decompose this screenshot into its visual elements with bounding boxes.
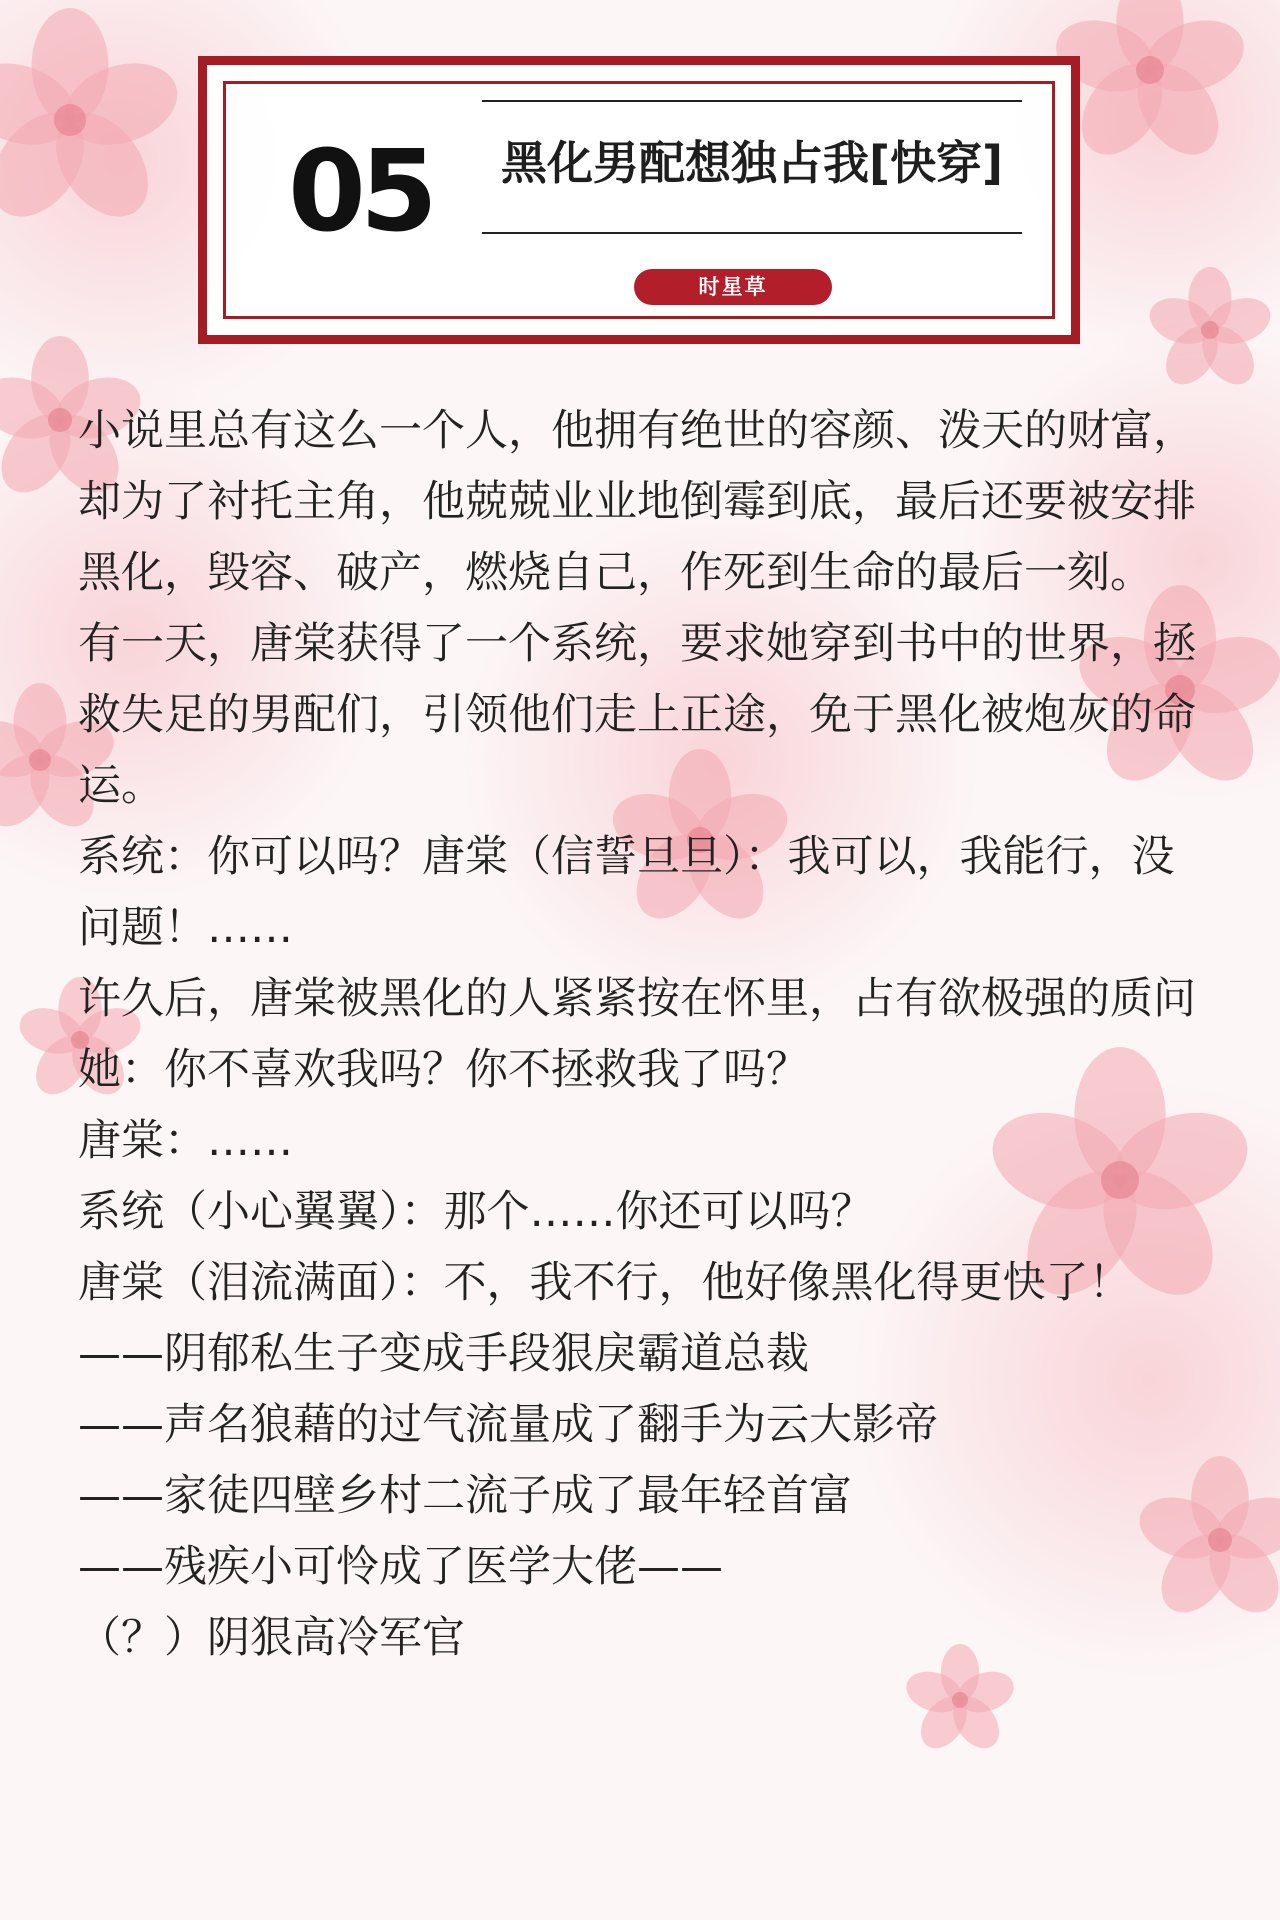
synopsis-list-item: ——声名狼藉的过气流量成了翻手为云大影帝 [78, 1400, 938, 1450]
book-title: 黑化男配想独占我[快穿] [500, 136, 1004, 190]
book-header-inner-border [223, 81, 1055, 319]
title-bottom-rule [482, 232, 1022, 234]
synopsis-list-item: ——家徒四壁乡村二流子成了最年轻首富 [78, 1471, 852, 1521]
synopsis-paragraph: 系统：你可以吗？唐棠（信誓旦旦）：我可以，我能行，没问题！…… [78, 832, 1175, 953]
synopsis-paragraph: 唐棠（泪流满面）：不，我不行，他好像黑化得更快了！ [78, 1258, 1132, 1308]
synopsis-list-item: ——阴郁私生子变成手段狠戾霸道总裁 [78, 1329, 809, 1379]
synopsis-list-item: （？）阴狠高冷军官 [78, 1613, 465, 1663]
synopsis-paragraph: 唐棠：…… [78, 1116, 293, 1166]
synopsis-paragraph: 小说里总有这么一个人，他拥有绝世的容颜、泼天的财富，却为了衬托主角，他兢兢业业地倒霉到底，最后还要被安排黑化，毁容、破产，燃烧自己，作死到生命的最后一刻。 [78, 406, 1196, 598]
synopsis-paragraph: 系统（小心翼翼）：那个……你还可以吗？ [78, 1187, 874, 1237]
author-badge: 时星草 [634, 269, 832, 305]
synopsis-paragraph: 许久后，唐棠被黑化的人紧紧按在怀里，占有欲极强的质问她：你不喜欢我吗？你不拯救我了吗？ [78, 974, 1196, 1095]
title-top-rule [482, 100, 1022, 102]
book-header-card [198, 56, 1080, 344]
book-number: 05 [288, 127, 432, 257]
synopsis-text [78, 396, 1202, 1674]
synopsis-paragraph: 有一天，唐棠获得了一个系统，要求她穿到书中的世界，拯救失足的男配们，引领他们走上正途，免于黑化被炮灰的命运。 [78, 619, 1196, 811]
synopsis-list-item: ——残疾小可怜成了医学大佬—— [78, 1542, 723, 1592]
